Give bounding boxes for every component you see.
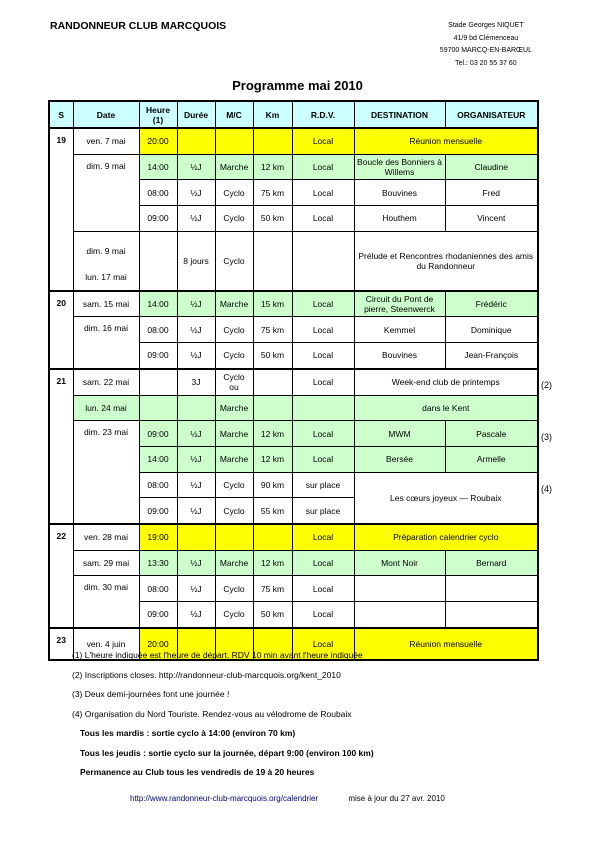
mc-cell: Cyclo [215,602,253,628]
rdv-cell: Local [292,550,354,576]
rdv-cell: Local [292,180,354,206]
duree-cell: ½J [177,154,215,180]
heure-cell: 19:00 [139,524,177,550]
table-row [49,154,538,180]
km-cell: 55 km [253,498,292,524]
week-number: 23 [49,628,73,661]
date-cell: dim. 9 mai [73,154,139,231]
club-name: RANDONNEUR CLUB MARCQUOIS [50,20,227,32]
mc-cell: Cyclo [215,472,253,498]
heure-cell: 09:00 [139,602,177,628]
rdv-cell: Local [292,446,354,472]
destination-cell: Les cœurs joyeux — Roubaix [354,472,538,524]
recurring-note: Tous les mardis : sortie cyclo à 14:00 (environ 70 km) [80,728,296,738]
rdv-cell: sur place [292,472,354,498]
heure-cell: 14:00 [139,446,177,472]
table-row [49,395,538,421]
heure-cell: 09:00 [139,343,177,369]
destination-cell: Bouvines [354,180,445,206]
heure-cell: 09:00 [139,498,177,524]
km-cell: 15 km [253,291,292,317]
rdv-cell: Local [292,421,354,447]
table-row [49,576,538,602]
col-header-destination: DESTINATION [354,101,445,128]
km-cell: 50 km [253,343,292,369]
table-row [49,291,538,317]
heure-cell: 08:00 [139,317,177,343]
mc-cell: Marche [215,395,253,421]
duree-cell: 3J [177,369,215,395]
duree-cell: ½J [177,421,215,447]
rdv-cell [292,231,354,291]
destination-cell: dans le Kent [354,395,538,421]
destination-cell [354,602,445,628]
date-cell: sam. 15 mai [73,291,139,317]
mc-cell: Marche [215,291,253,317]
recurring-note: Permanence au Club tous les vendredis de 19 à 20 heures [80,767,315,777]
mc-cell: Cyclo [215,206,253,232]
date-cell: lun. 24 mai [73,395,139,421]
mc-cell: Cyclo [215,498,253,524]
col-header-heure: Heure (1) [139,101,177,128]
duree-cell: ½J [177,317,215,343]
rdv-cell: Local [292,291,354,317]
km-cell: 12 km [253,154,292,180]
mc-cell: Cyclo [215,231,253,291]
heure-cell: 13:30 [139,550,177,576]
organisateur-cell: Armelle [445,446,538,472]
rdv-cell: Local [292,576,354,602]
footer [130,794,445,803]
duree-cell: ½J [177,602,215,628]
col-header-week: S [49,101,73,128]
heure-cell: 09:00 [139,206,177,232]
date-cell: sam. 22 mai [73,369,139,395]
rdv-cell: Local [292,524,354,550]
footnote: (2) Inscriptions closes. http://randonneur-club-marcquois.org/kent_2010 [72,669,341,680]
notes-section [72,650,374,787]
footnote: (4) Organisation du Nord Touriste. Rendez-vous au vélodrome de Roubaix [72,708,352,719]
organisateur-cell [445,602,538,628]
mc-cell: Marche [215,154,253,180]
table-row [49,317,538,343]
duree-cell: ½J [177,576,215,602]
table-header-row [49,101,538,128]
duree-cell: ½J [177,550,215,576]
table-row [49,550,538,576]
date-cell: dim. 30 mai [73,576,139,628]
organisateur-cell: Bernard [445,550,538,576]
mc-cell: Cyclo ou [215,369,253,395]
date-cell: sam. 29 mai [73,550,139,576]
duree-cell: ½J [177,291,215,317]
table-row [49,128,538,154]
rdv-cell: Local [292,628,354,661]
update-date: mise à jour du 27 avr. 2010 [348,794,445,803]
col-header-organisateur: ORGANISATEUR [445,101,538,128]
rdv-cell [292,395,354,421]
organisateur-cell: Vincent [445,206,538,232]
organisateur-cell [445,576,538,602]
duree-cell [177,524,215,550]
programme-table [48,100,539,661]
note-reference: (2) [541,380,552,390]
organisateur-cell: Pascale [445,421,538,447]
heure-cell: 14:00 [139,291,177,317]
rdv-cell: Local [292,128,354,154]
destination-cell: Kemmel [354,317,445,343]
heure-cell: 08:00 [139,472,177,498]
destination-cell: Week-end club de printemps [354,369,538,395]
note-reference: (3) [541,432,552,442]
date-cell: ven. 7 mai [73,128,139,154]
heure-cell: 09:00 [139,421,177,447]
destination-cell: Houthem [354,206,445,232]
mc-cell [215,128,253,154]
km-cell: 75 km [253,576,292,602]
destination-cell: Réunion mensuelle [354,628,538,661]
club-address [440,20,532,70]
km-cell: 50 km [253,206,292,232]
duree-cell: ½J [177,206,215,232]
calendar-link[interactable]: http://www.randonneur-club-marcquois.org/calendrier [130,794,319,803]
destination-cell: Circuit du Pont de pierre, Steenwerck [354,291,445,317]
page-title: Programme mai 2010 [232,78,363,93]
col-header-km: Km [253,101,292,128]
duree-cell: ½J [177,180,215,206]
address-line: Stade Georges NIQUET [448,22,524,29]
address-line: 59700 MARCQ-EN-BARŒUL [439,47,532,54]
heure-cell: 14:00 [139,154,177,180]
destination-cell: Préparation calendrier cyclo [354,524,538,550]
km-cell: 75 km [253,317,292,343]
col-header-duree: Durée [177,101,215,128]
duree-cell: ½J [177,343,215,369]
km-cell [253,524,292,550]
week-number: 20 [49,291,73,369]
week-number: 22 [49,524,73,628]
km-cell: 90 km [253,472,292,498]
heure-cell [139,231,177,291]
duree-cell: ½J [177,446,215,472]
week-number: 19 [49,128,73,291]
organisateur-cell: Frédéric [445,291,538,317]
mc-cell: Cyclo [215,576,253,602]
destination-cell: Boucle des Bonniers à Willems [354,154,445,180]
km-cell [253,395,292,421]
recurring-note: Tous les jeudis : sortie cyclo sur la journée, départ 9:00 (environ 100 km) [80,747,374,758]
table-row [49,421,538,447]
heure-cell [139,369,177,395]
rdv-cell: sur place [292,498,354,524]
heure-cell: 20:00 [139,628,177,661]
destination-cell: Bersée [354,446,445,472]
rdv-cell: Local [292,206,354,232]
col-header-date: Date [73,101,139,128]
km-cell [253,128,292,154]
km-cell: 50 km [253,602,292,628]
destination-cell: Réunion mensuelle [354,128,538,154]
table-row [49,524,538,550]
date-cell: dim. 23 mai [73,421,139,524]
organisateur-cell: Fred [445,180,538,206]
table-row [49,231,538,291]
mc-cell [215,524,253,550]
duree-cell [177,395,215,421]
duree-cell: ½J [177,498,215,524]
address-line: Tel.: 03 20 55 37 60 [455,59,517,67]
date-cell [73,231,139,291]
heure-cell: 08:00 [139,576,177,602]
mc-cell: Marche [215,446,253,472]
week-number: 21 [49,369,73,524]
heure-cell [139,395,177,421]
date-start: dim. 9 mai [86,245,126,256]
km-cell: 12 km [253,421,292,447]
date-cell: ven. 4 juin [73,628,139,661]
col-header-rdv: R.D.V. [292,101,354,128]
km-cell: 12 km [253,550,292,576]
date-end: lun. 17 mai [85,271,127,282]
rdv-cell: Local [292,343,354,369]
date-cell: ven. 28 mai [73,524,139,550]
mc-cell: Cyclo [215,317,253,343]
date-cell: dim. 16 mai [73,317,139,369]
km-cell [253,231,292,291]
footnote: (3) Deux demi-journées font une journée ! [72,689,230,699]
destination-cell: Bouvines [354,343,445,369]
duree-cell: 8 jours [177,231,215,291]
rdv-cell: Local [292,602,354,628]
duree-cell: ½J [177,472,215,498]
km-cell: 75 km [253,180,292,206]
note-reference: (4) [541,484,552,494]
duree-cell [177,128,215,154]
table-row [49,369,538,395]
destination-cell: MWM [354,421,445,447]
km-cell [253,369,292,395]
mc-cell: Cyclo [215,343,253,369]
destination-cell: Mont Noir [354,550,445,576]
destination-cell: Prélude et Rencontres rhodaniennes des amis du Randonneur [354,231,538,291]
footnote: (1) L'heure indiquée est l'heure de départ. RDV 10 min avant l'heure indiquée [72,650,363,660]
address-line: 41/9 bd Clémenceau [453,34,519,42]
organisateur-cell: Dominique [445,317,538,343]
organisateur-cell: Jean-François [445,343,538,369]
mc-cell: Marche [215,550,253,576]
mc-cell: Cyclo [215,180,253,206]
mc-cell: Marche [215,421,253,447]
rdv-cell: Local [292,369,354,395]
rdv-cell: Local [292,317,354,343]
heure-cell: 20:00 [139,128,177,154]
rdv-cell: Local [292,154,354,180]
organisateur-cell: Claudine [445,154,538,180]
destination-cell [354,576,445,602]
km-cell: 12 km [253,446,292,472]
col-header-mc: M/C [215,101,253,128]
heure-cell: 08:00 [139,180,177,206]
